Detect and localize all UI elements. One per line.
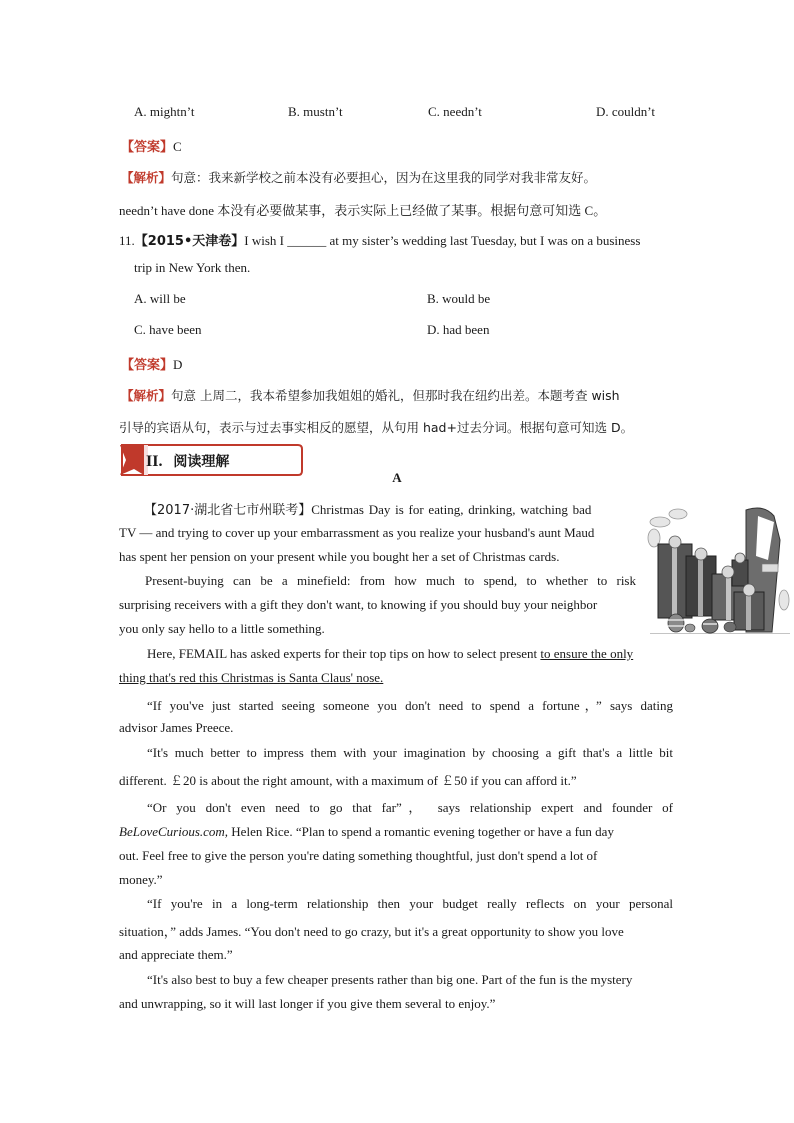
- section-numeral: II.: [146, 453, 163, 470]
- q11-analysis-text1: 句意 上周二，我本希望参加我姐姐的婚礼，但那时我在纽约出差。本题考查 wish: [171, 388, 620, 403]
- passage-p6-line1: “Or you don't even need to go that far”， says relationship expert and founder of: [147, 800, 673, 815]
- passage-p2-line2: surprising receivers with a gift they don't want, to knowing if you should buy your neighbor: [119, 597, 598, 612]
- section-title-text: 阅读理解: [173, 454, 230, 470]
- q10-option-b: B. mustn’t: [288, 104, 343, 119]
- q11-option-b: B. would be: [427, 291, 491, 306]
- q10-option-a: A. mightn’t: [134, 104, 195, 119]
- passage-p8-line1: “It's also best to buy a few cheaper presents rather than big one. Part of the fun is the mystery: [147, 972, 633, 987]
- passage-p6-line2: [119, 824, 614, 840]
- q10-answer: [121, 136, 182, 155]
- q11-stem-line1: [119, 230, 640, 249]
- passage-p7-line2: situation，” adds James. “You don't need to go crazy, but it's a great opportunity to show you love: [119, 924, 624, 939]
- passage-p3-line1: [147, 646, 633, 662]
- passage-p7-line3: and appreciate them.”: [119, 947, 233, 962]
- passage-p7-line1: “If you're in a long-term relationship then your budget really reflects on your personal: [147, 896, 673, 911]
- passage-p1-line2: TV — and trying to cover up your embarrassment as you realize your husband's aunt Maud: [119, 525, 595, 540]
- q11-option-c: C. have been: [134, 322, 202, 337]
- passage-p4-line1: “If you've just started seeing someone you don't need to spend a fortune，” says dating: [147, 698, 673, 713]
- q10-analysis-line2: needn’t have done 本没有必要做某事，表示实际上已经做了某事。根据句意可知选 C。: [119, 203, 607, 218]
- q10-analysis-line1: [121, 168, 596, 186]
- q10-option-d: D. couldn’t: [596, 104, 655, 119]
- passage-p6-line2-text: Helen Rice. “Plan to spend a romantic evening together or have a fun day: [228, 824, 614, 839]
- passage-p6-line3: out. Feel free to give the person you're dating something thoughtful, just don't spend a lot of: [119, 848, 598, 863]
- passage-site-name: BeLoveCurious.com,: [119, 824, 229, 839]
- q11-stem-text1: I wish I ______ at my sister’s wedding last Tuesday, but I was on a business: [244, 233, 641, 248]
- q10-analysis-tag: 【解析】: [121, 170, 172, 185]
- q11-answer-tag: 【答案】: [121, 358, 174, 373]
- passage-p1-line1-text: Christmas Day is for eating, drinking, watching bad: [311, 502, 592, 517]
- passage-p1-line1: [144, 499, 591, 518]
- q11-source: 【2015•天津卷】: [134, 234, 245, 249]
- q11-analysis-line2: 引导的宾语从句，表示与过去事实相反的愿望，从句用 had+过去分词。根据句意可知选 D。: [119, 420, 634, 435]
- section-title: [146, 451, 229, 471]
- q11-analysis-line1: [121, 386, 620, 404]
- passage-p2-line1: Present-buying can be a minefield: from how much to spend, to whether to risk: [145, 573, 636, 588]
- passage-p5-line2: different. ￡20 is about the right amount, with a maximum of ￡50 if you can afford it.”: [119, 773, 577, 788]
- christmas-presents-image: [646, 500, 790, 634]
- passage-letter: A: [392, 470, 402, 485]
- passage-p2-line3: you only say hello to a little something.: [119, 621, 325, 636]
- passage-p4-line2: advisor James Preece.: [119, 720, 234, 735]
- q10-answer-value: C: [173, 139, 182, 154]
- passage-p3-underlined-end: thing that's red this Christmas is Santa Claus' nose.: [119, 670, 384, 685]
- q10-analysis-text1: 句意：我来新学校之前本没有必要担心，因为在这里我的同学对我非常友好。: [171, 170, 597, 185]
- q11-answer: [121, 354, 182, 373]
- passage-p3-line1-text: Here, FEMAIL has asked experts for their top tips on how to select present: [147, 646, 541, 661]
- q11-option-d: D. had been: [427, 322, 490, 337]
- passage-p6-line4: money.”: [119, 872, 163, 887]
- q10-option-c: C. needn’t: [428, 104, 482, 119]
- q11-analysis-tag: 【解析】: [121, 388, 172, 403]
- q11-number: 11.: [119, 233, 135, 248]
- q11-stem-line2: trip in New York then.: [134, 260, 251, 275]
- passage-p8-line2: and unwrapping, so it will last longer if you give them several to enjoy.”: [119, 996, 496, 1011]
- q11-option-a: A. will be: [134, 291, 186, 306]
- passage-p3-underlined-start: to ensure the only: [540, 646, 634, 661]
- q10-answer-tag: 【答案】: [121, 140, 174, 155]
- passage-source: 【2017·湖北省七市州联考】: [144, 503, 312, 518]
- passage-p5-line1: “It's much better to impress them with your imagination by choosing a gift that's a little bit: [147, 745, 673, 760]
- q11-answer-value: D: [173, 357, 183, 372]
- passage-p1-line3: has spent her pension on your present while you bought her a set of Christmas cards.: [119, 549, 560, 564]
